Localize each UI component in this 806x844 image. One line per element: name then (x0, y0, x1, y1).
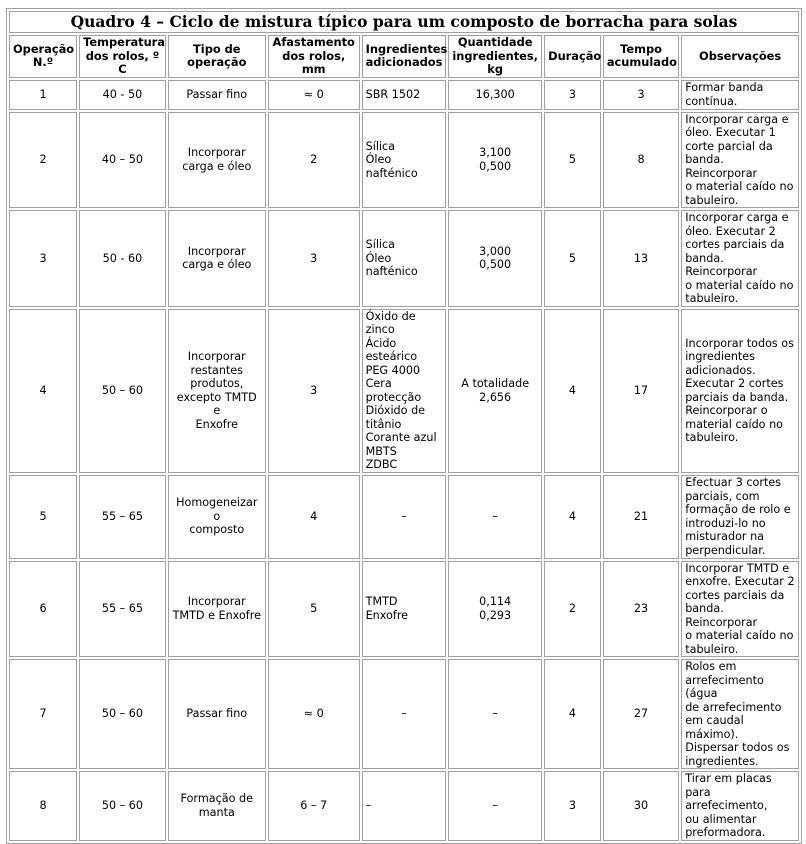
cell-afastamento: 5 (268, 561, 360, 658)
cell-operacao: 2 (9, 112, 77, 209)
cell-afastamento: ≈ 0 (268, 659, 360, 769)
cell-line: Observações (699, 48, 782, 63)
cell-observacoes (681, 475, 799, 559)
cell-quantidade (448, 80, 542, 110)
cell-line: dos rolos, º C (85, 48, 160, 76)
cell-line: – (492, 509, 498, 523)
cell-line: SBR 1502 (365, 87, 421, 101)
cell-line: MBTS (365, 444, 397, 458)
cell-line: Formar banda (685, 81, 764, 94)
cell-line: Rolos em (685, 660, 737, 673)
cell-line: 0,500 (479, 258, 512, 272)
cell-ingredientes (362, 112, 447, 209)
cell-line: Temperatura (83, 35, 165, 49)
cell-line: – (492, 707, 498, 721)
cell-line: corte parcial da (685, 139, 773, 153)
cell-line: Incorporar todos os (685, 336, 794, 350)
cell-afastamento: ≈ 0 (268, 80, 360, 110)
cell-line: de arrefecimento (685, 700, 782, 714)
table-row (9, 659, 799, 769)
cell-line: 3,000 (479, 244, 512, 258)
cell-line: manta (198, 805, 235, 819)
cell-observacoes (681, 561, 799, 658)
cell-tempo: 3 (603, 80, 679, 110)
cell-line: Incorporar carga e (685, 112, 789, 126)
cell-observacoes (681, 771, 799, 841)
cell-line: banda. Reincorporar (685, 251, 758, 278)
cell-line: preformadora. (685, 826, 766, 839)
cell-ingredientes (362, 210, 447, 307)
cell-observacoes (681, 112, 799, 209)
cell-line: ingredientes. (685, 754, 759, 768)
cell-line: banda. Reincorporar (685, 602, 758, 629)
cell-line: cortes parciais da (685, 588, 785, 602)
cell-line: Enxofre (365, 608, 409, 622)
header-temperatura (79, 35, 166, 78)
cell-tipo (168, 475, 266, 559)
cell-ingredientes (362, 80, 447, 110)
cell-line: produtos, (190, 377, 244, 390)
cell-duracao: 5 (544, 210, 601, 307)
cell-line: parciais da banda. (685, 390, 789, 404)
cell-line: Reincorporar o (685, 404, 768, 417)
cell-line: Óxido de zinco (365, 309, 416, 336)
cell-line: titânio (365, 417, 402, 431)
cell-line: Ácido esteárico (365, 336, 418, 363)
cell-line: banda. Reincorporar (685, 153, 758, 180)
cell-line: Incorporar (187, 244, 246, 258)
cell-line: N.º (32, 55, 54, 70)
cell-line: restantes (190, 363, 244, 377)
cell-ingredientes (362, 771, 447, 841)
cell-observacoes (681, 210, 799, 307)
cell-line: Enxofre (195, 417, 238, 431)
cell-line: arrefecimento (água (685, 673, 764, 700)
cell-quantidade (448, 475, 542, 559)
table-row (9, 771, 799, 841)
cell-quantidade (448, 210, 542, 307)
cell-line: TMTD e Enxofre (172, 608, 261, 622)
cell-line: tabuleiro. (685, 292, 739, 305)
cell-line: para arrefecimento, (685, 785, 768, 812)
cell-line: TMTD (365, 595, 398, 609)
cell-line: 16,300 (475, 87, 515, 101)
header-row (9, 35, 799, 78)
cell-line: Incorporar TMTD e (685, 561, 790, 575)
cell-line: acumulado (606, 55, 677, 70)
cell-line: excepto TMTD e (176, 390, 257, 417)
cell-line: cortes parciais da (685, 238, 785, 251)
cell-line: 3,100 (479, 146, 512, 160)
cell-line: 2,656 (479, 390, 512, 404)
cell-duracao: 3 (544, 771, 601, 841)
cell-duracao: 4 (544, 659, 601, 769)
cell-line: adicionados (365, 55, 443, 70)
cell-tempo: 17 (603, 309, 679, 473)
cell-line: Afastamento (272, 35, 355, 49)
cell-operacao: 7 (9, 659, 77, 769)
cell-line: Tempo (620, 41, 662, 56)
cell-quantidade (448, 659, 542, 769)
table-row (9, 561, 799, 658)
header-operacao (9, 35, 77, 78)
cell-line: material caído no (685, 417, 784, 431)
cell-observacoes (681, 309, 799, 473)
cell-line: 0,114 (479, 595, 512, 609)
cell-afastamento: 4 (268, 475, 360, 559)
cell-line: o material caído no (685, 278, 794, 292)
header-observacoes (681, 35, 799, 78)
cell-tipo (168, 112, 266, 209)
cell-line: – (401, 707, 407, 721)
cell-line: 0,293 (479, 608, 512, 622)
cell-line: Homogeneizar o (176, 496, 258, 523)
cell-line: ingredientes, (452, 48, 538, 63)
cell-line: Corante azul (365, 431, 437, 444)
cell-temperatura: 50 – 60 (79, 771, 166, 841)
cell-tempo: 23 (603, 561, 679, 658)
cell-line: Incorporar (187, 350, 246, 363)
cell-line: kg (487, 62, 504, 76)
cell-line: Sílica (365, 139, 396, 153)
header-tipo (168, 35, 266, 78)
cell-line: dos rolos, (282, 48, 346, 63)
cell-operacao: 1 (9, 80, 77, 110)
cell-tipo (168, 309, 266, 473)
cell-temperatura: 55 – 65 (79, 475, 166, 559)
cell-line: – (492, 799, 498, 812)
cell-line: ZDBC (365, 458, 398, 471)
table-container (6, 8, 802, 844)
cell-tempo: 21 (603, 475, 679, 559)
cell-operacao: 6 (9, 561, 77, 658)
table-title: Quadro 4 – Ciclo de mistura típico para um composto de borracha para solas (9, 11, 799, 33)
cell-line: Passar fino (186, 707, 248, 721)
cell-operacao: 8 (9, 771, 77, 841)
cell-tipo (168, 80, 266, 110)
cell-temperatura: 50 - 60 (79, 210, 166, 307)
header-duracao (544, 35, 601, 78)
cell-tempo: 8 (603, 112, 679, 209)
cell-afastamento: 3 (268, 309, 360, 473)
header-quantidade (448, 35, 542, 78)
cell-duracao: 4 (544, 309, 601, 473)
table-row (9, 309, 799, 473)
cell-line: Incorporar (187, 146, 246, 160)
cell-temperatura: 40 – 50 (79, 112, 166, 209)
cell-line: ingredientes (685, 350, 756, 363)
cell-tempo: 27 (603, 659, 679, 769)
cell-operacao: 5 (9, 475, 77, 559)
cell-duracao: 3 (544, 80, 601, 110)
cell-line: Óleo nafténico (365, 251, 418, 278)
header-afastamento (268, 35, 360, 78)
cell-line: em caudal máximo). (685, 714, 744, 741)
cell-line: parciais, com (685, 489, 760, 503)
cell-quantidade (448, 112, 542, 209)
cell-line: Tirar em placas (685, 772, 772, 785)
cell-line: – (365, 799, 372, 812)
cell-line: perpendicular. (685, 543, 766, 557)
cell-tempo: 30 (603, 771, 679, 841)
cell-temperatura: 40 - 50 (79, 80, 166, 110)
cell-temperatura: 50 – 60 (79, 309, 166, 473)
cell-line: adicionados. (685, 363, 756, 377)
cell-line: o material caído no (685, 629, 794, 642)
cell-tipo (168, 210, 266, 307)
cell-line: carga e óleo (182, 159, 252, 173)
cell-quantidade (448, 309, 542, 473)
table-row (9, 112, 799, 209)
cell-line: Passar fino (186, 87, 248, 101)
cell-observacoes (681, 80, 799, 110)
cell-line: misturador na (685, 530, 765, 543)
cell-ingredientes (362, 659, 447, 769)
cell-afastamento: 6 – 7 (268, 771, 360, 841)
cell-line: Executar 2 cortes (685, 377, 784, 390)
cell-tempo: 13 (603, 210, 679, 307)
header-tempo (603, 35, 679, 78)
cell-line: A totalidade (461, 377, 530, 390)
table-row (9, 80, 799, 110)
cell-ingredientes (362, 309, 447, 473)
cell-line: introduzi-lo no (685, 516, 766, 530)
cell-line: Dispersar todos os (685, 741, 790, 754)
cell-duracao: 5 (544, 112, 601, 209)
header-ingredientes (362, 35, 447, 78)
mixing-cycle-table (6, 8, 802, 844)
cell-duracao: 2 (544, 561, 601, 658)
cell-line: formação de rolo e (685, 503, 791, 516)
cell-line: Quantidade (457, 35, 533, 49)
cell-line: Formação de (180, 792, 253, 806)
cell-line: Incorporar carga e (685, 211, 789, 224)
cell-line: tabuleiro. (685, 431, 739, 444)
cell-line: tabuleiro. (685, 642, 739, 656)
cell-line: 0,500 (479, 159, 512, 173)
cell-tipo (168, 561, 266, 658)
cell-line: composto (189, 523, 245, 537)
cell-line: Sílica (365, 238, 396, 251)
cell-line: óleo. Executar 1 (685, 126, 776, 139)
cell-line: Ingredientes (365, 41, 448, 56)
cell-line: Óleo nafténico (365, 153, 418, 180)
table-row (9, 210, 799, 307)
cell-tipo (168, 659, 266, 769)
cell-quantidade (448, 771, 542, 841)
cell-line: mm (301, 62, 326, 76)
cell-line: PEG 4000 (365, 363, 421, 377)
cell-quantidade (448, 561, 542, 658)
cell-line: tabuleiro. (685, 193, 739, 207)
cell-line: Cera protecção (365, 377, 422, 404)
cell-line: carga e óleo (182, 258, 252, 272)
cell-afastamento: 2 (268, 112, 360, 209)
cell-temperatura: 50 – 60 (79, 659, 166, 769)
cell-ingredientes (362, 475, 447, 559)
cell-line: ou alimentar (685, 812, 757, 826)
cell-line: Operação (13, 41, 75, 56)
cell-line: Tipo de (193, 41, 241, 56)
cell-line: – (401, 509, 407, 523)
table-row (9, 475, 799, 559)
cell-ingredientes (362, 561, 447, 658)
cell-duracao: 4 (544, 475, 601, 559)
cell-line: óleo. Executar 2 (685, 224, 776, 238)
cell-line: Efectuar 3 cortes (685, 476, 782, 489)
cell-observacoes (681, 659, 799, 769)
cell-line: o material caído no (685, 180, 794, 193)
cell-line: Duração (548, 48, 602, 63)
cell-line: contínua. (685, 94, 738, 108)
cell-temperatura: 55 – 65 (79, 561, 166, 658)
cell-line: operação (187, 55, 247, 70)
cell-line: Incorporar (187, 595, 246, 609)
cell-tipo (168, 771, 266, 841)
cell-line: Dióxido de (365, 404, 426, 417)
cell-line: enxofre. Executar 2 (685, 575, 795, 588)
cell-operacao: 3 (9, 210, 77, 307)
cell-afastamento: 3 (268, 210, 360, 307)
cell-operacao: 4 (9, 309, 77, 473)
